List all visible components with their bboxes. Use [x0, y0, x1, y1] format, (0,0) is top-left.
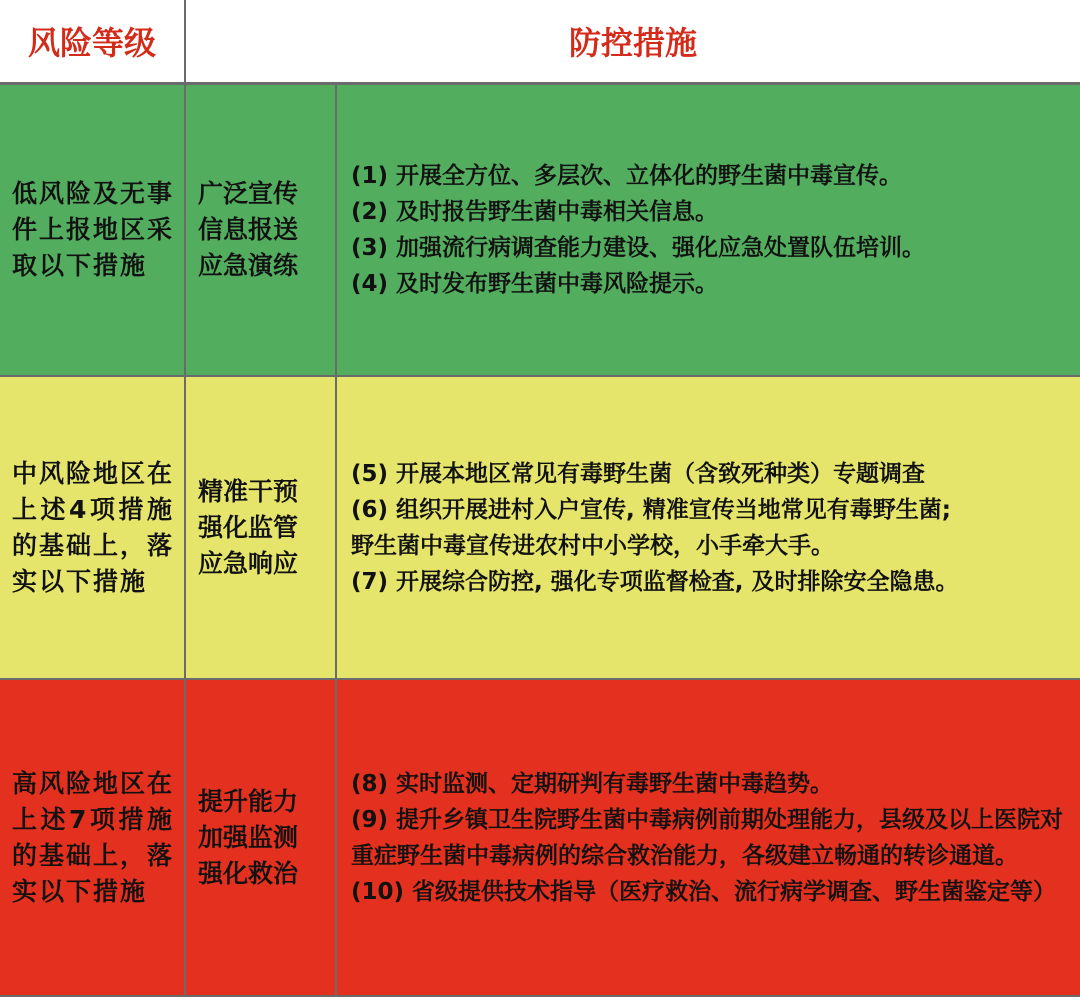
measure-item: (10) 省级提供技术指导（医疗救治、流行病学调查、野生菌鉴定等）	[351, 878, 1057, 905]
focus-high	[186, 680, 337, 997]
focus-item: 应急演练	[198, 251, 299, 280]
measure-item: (7) 开展综合防控, 强化专项监督检查, 及时排除安全隐患。	[351, 568, 959, 595]
measure-item: (8) 实时监测、定期研判有毒野生菌中毒趋势。	[351, 770, 834, 797]
risk-level-low	[0, 85, 186, 377]
risk-level-medium-text: 中风险地区在上述4项措施的基础上，落实以下措施	[12, 458, 175, 596]
risk-level-medium	[0, 377, 186, 680]
measure-item: (3) 加强流行病调查能力建设、强化应急处置队伍培训。	[351, 235, 926, 261]
focus-low	[186, 85, 337, 377]
focus-item: 强化救治	[198, 858, 299, 888]
measures-medium	[337, 377, 1080, 680]
focus-item: 加强监测	[198, 822, 299, 852]
header-risk-level: 风险等级	[0, 0, 186, 85]
measure-item: (6) 组织开展进村入户宣传, 精准宣传当地常见有毒野生菌;	[351, 496, 951, 523]
measure-item: (1) 开展全方位、多层次、立体化的野生菌中毒宣传。	[351, 163, 903, 189]
focus-item: 信息报送	[198, 215, 299, 244]
measure-item: (5) 开展本地区常见有毒野生菌（含致死种类）专题调查	[351, 460, 926, 487]
measure-item: (9) 提升乡镇卫生院野生菌中毒病例前期处理能力，县级及以上医院对重症野生菌中毒病例的综合救治能力，各级建立畅通的转诊通道。	[351, 806, 1064, 869]
focus-item: 强化监管	[198, 512, 299, 542]
focus-item: 广泛宣传	[198, 179, 299, 208]
focus-medium	[186, 377, 337, 680]
risk-level-high	[0, 680, 186, 997]
risk-level-low-text: 低风险及无事件上报地区采取以下措施	[12, 179, 175, 280]
measures-low	[337, 85, 1080, 377]
risk-level-high-text: 高风险地区在上述7项措施的基础上，落实以下措施	[12, 768, 175, 906]
focus-item: 精准干预	[198, 476, 299, 506]
header-measures: 防控措施	[186, 0, 1080, 85]
focus-item: 应急响应	[198, 548, 299, 578]
measure-item: (4) 及时发布野生菌中毒风险提示。	[351, 271, 719, 297]
measure-item: 野生菌中毒宣传进农村中小学校，小手牵大手。	[351, 532, 834, 559]
focus-item: 提升能力	[198, 786, 299, 816]
measure-item: (2) 及时报告野生菌中毒相关信息。	[351, 199, 719, 225]
measures-high	[337, 680, 1080, 997]
